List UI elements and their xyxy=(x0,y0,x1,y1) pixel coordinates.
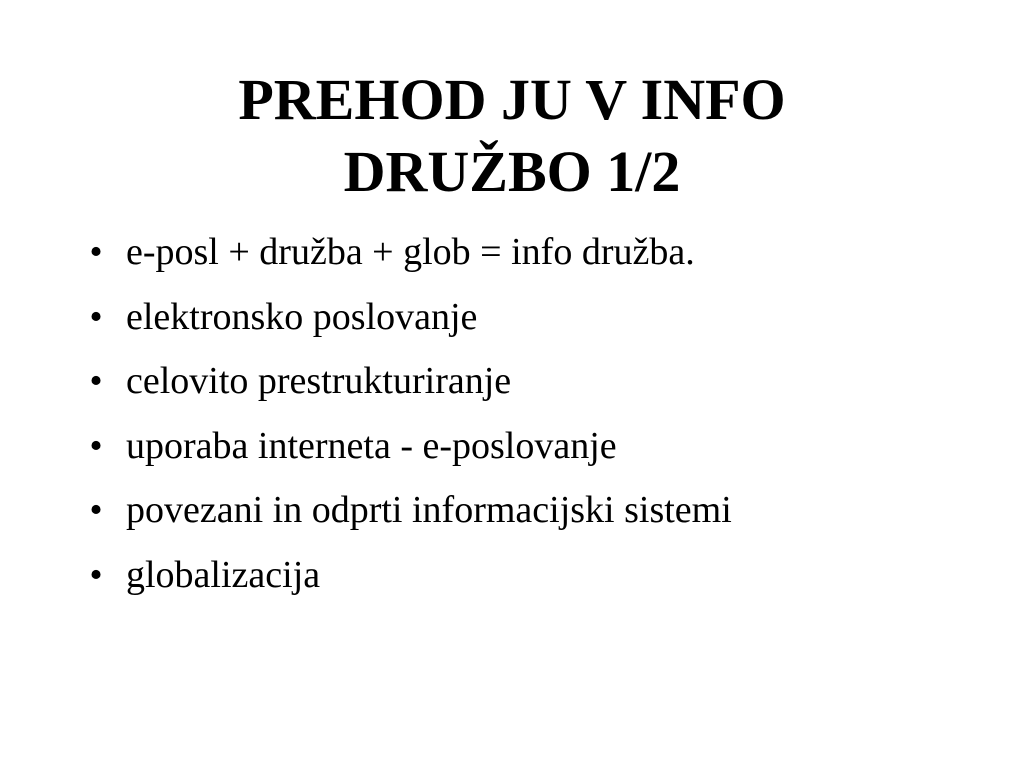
slide-title-line-2: DRUŽBO 1/2 xyxy=(343,139,681,204)
bullet-icon: • xyxy=(89,295,103,338)
bullet-text: celovito prestrukturiranje xyxy=(126,360,512,402)
bullet-text: povezani in odprti informacijski sistemi xyxy=(126,489,732,531)
bullet-icon: • xyxy=(89,553,103,596)
bullet-text: uporaba interneta - e-poslovanje xyxy=(126,424,617,467)
bullet-list xyxy=(84,230,732,617)
bullet-item xyxy=(84,424,732,468)
bullet-text: e-posl + družba + glob = info družba. xyxy=(126,231,695,273)
bullet-item xyxy=(84,295,732,339)
bullet-item xyxy=(84,553,732,597)
bullet-text: elektronsko poslovanje xyxy=(126,295,478,338)
bullet-icon: • xyxy=(89,424,103,467)
bullet-item xyxy=(84,359,732,403)
slide-title xyxy=(0,64,1024,208)
bullet-item xyxy=(84,488,732,532)
bullet-icon: • xyxy=(89,360,103,402)
bullet-icon: • xyxy=(89,489,103,531)
bullet-item xyxy=(84,230,732,274)
bullet-text: globalizacija xyxy=(126,553,321,596)
bullet-icon: • xyxy=(89,231,103,273)
slide-title-line-1: PREHOD JU V INFO xyxy=(238,67,786,132)
